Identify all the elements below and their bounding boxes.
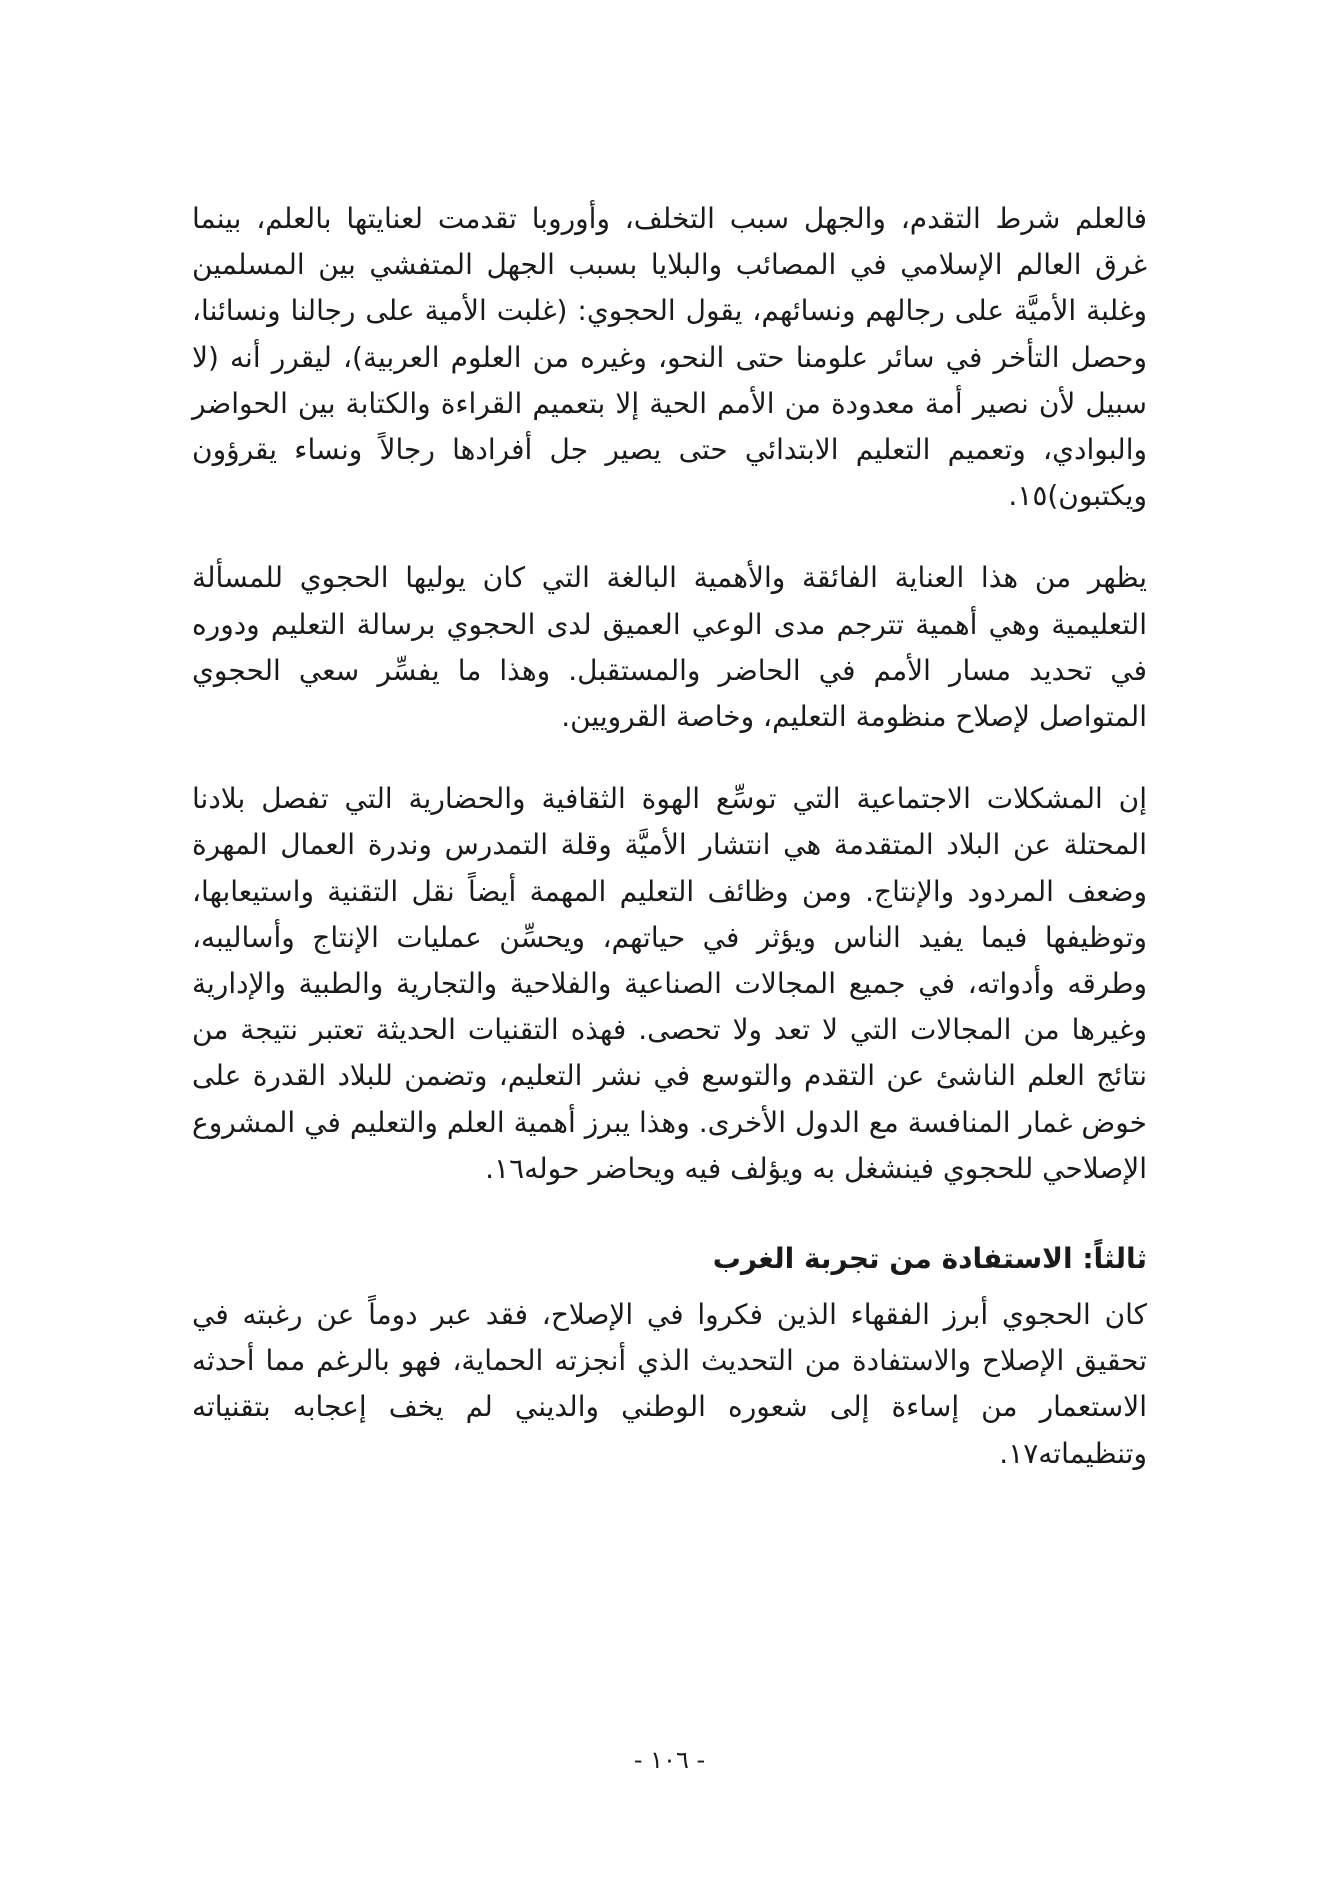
paragraph-west-experience: كان الحجوي أبرز الفقهاء الذين فكروا في الإصلاح، فقد عبر دوماً عن رغبته في تحقيق الإصلاح والاستفادة من التحديث الذي أنجزته الحماية، فهو بالرغم مما أحدثه الاستعمار من إساءة إلى شعوره الوطني والديني لم يخف إعجابه بتقنياته وتنظيماته١٧. <box>192 1298 1147 1470</box>
paragraph-social-problems: إن المشكلات الاجتماعية التي توسِّع الهوة الثقافية والحضارية التي تفصل بلادنا المحتلة عن البلاد المتقدمة هي انتشار الأميَّة وقلة التمدرس وندرة العمال المهرة وضعف المردود والإنتاج. ومن وظائف التعليم المهمة أيضاً نقل التقنية واستيعابها، وتوظيفها فيما يفيد الناس ويؤثر في حياتهم، ويحسِّن عمليات الإنتاج وأساليبه، وطرقه وأدواته، في جميع المجالات الصناعية والفلاحية والتجارية والطبية والإدارية وغيرها من المجالات التي لا تعد ولا تحصى. فهذه التقنيات الحديثة تعتبر نتيجة من نتائج العلم الناشئ عن التقدم والتوسع في نشر التعليم، وتضمن للبلاد القدرة على خوض غمار المنافسة مع الدول الأخرى. وهذا يبرز أهمية العلم والتعليم في المشروع الإصلاحي للحجوي فينشغل به ويؤلف فيه ويحاضر حوله١٦. <box>192 782 1147 1185</box>
page-number: - ١٠٦ - <box>633 1746 706 1774</box>
document-page <box>192 196 1147 1477</box>
paragraph-literacy-quote: فالعلم شرط التقدم، والجهل سبب التخلف، وأوروبا تقدمت لعنايتها بالعلم، بينما غرق العالم الإسلامي في المصائب والبلايا بسبب الجهل المتفشي بين المسلمين وغلبة الأميَّة على رجالهم ونسائهم، يقول الحجوي: (غلبت الأمية على رجالنا ونسائنا، وحصل التأخر في سائر علومنا حتى النحو، وغيره من العلوم العربية)، ليقرر أنه (لا سبيل لأن نصير أمة معدودة من الأمم الحية إلا بتعميم القراءة والكتابة بين الحواضر والبوادي، وتعميم التعليم الابتدائي حتى يصير جل أفرادها رجالاً ونساء يقرؤون ويكتبون)١٥. <box>192 202 1147 513</box>
paragraph-education-importance: يظهر من هذا العناية الفائقة والأهمية البالغة التي كان يوليها الحجوي للمسألة التعليمية وهي أهمية تترجم مدى الوعي العميق لدى الحجوي برسالة التعليم ودوره في تحديد مسار الأمم في الحاضر والمستقبل. وهذا ما يفسِّر سعي الحجوي المتواصل لإصلاح منظومة التعليم، وخاصة القرويين. <box>192 561 1147 734</box>
section-heading: ثالثاً: الاستفادة من تجربة الغرب <box>712 1242 1147 1276</box>
